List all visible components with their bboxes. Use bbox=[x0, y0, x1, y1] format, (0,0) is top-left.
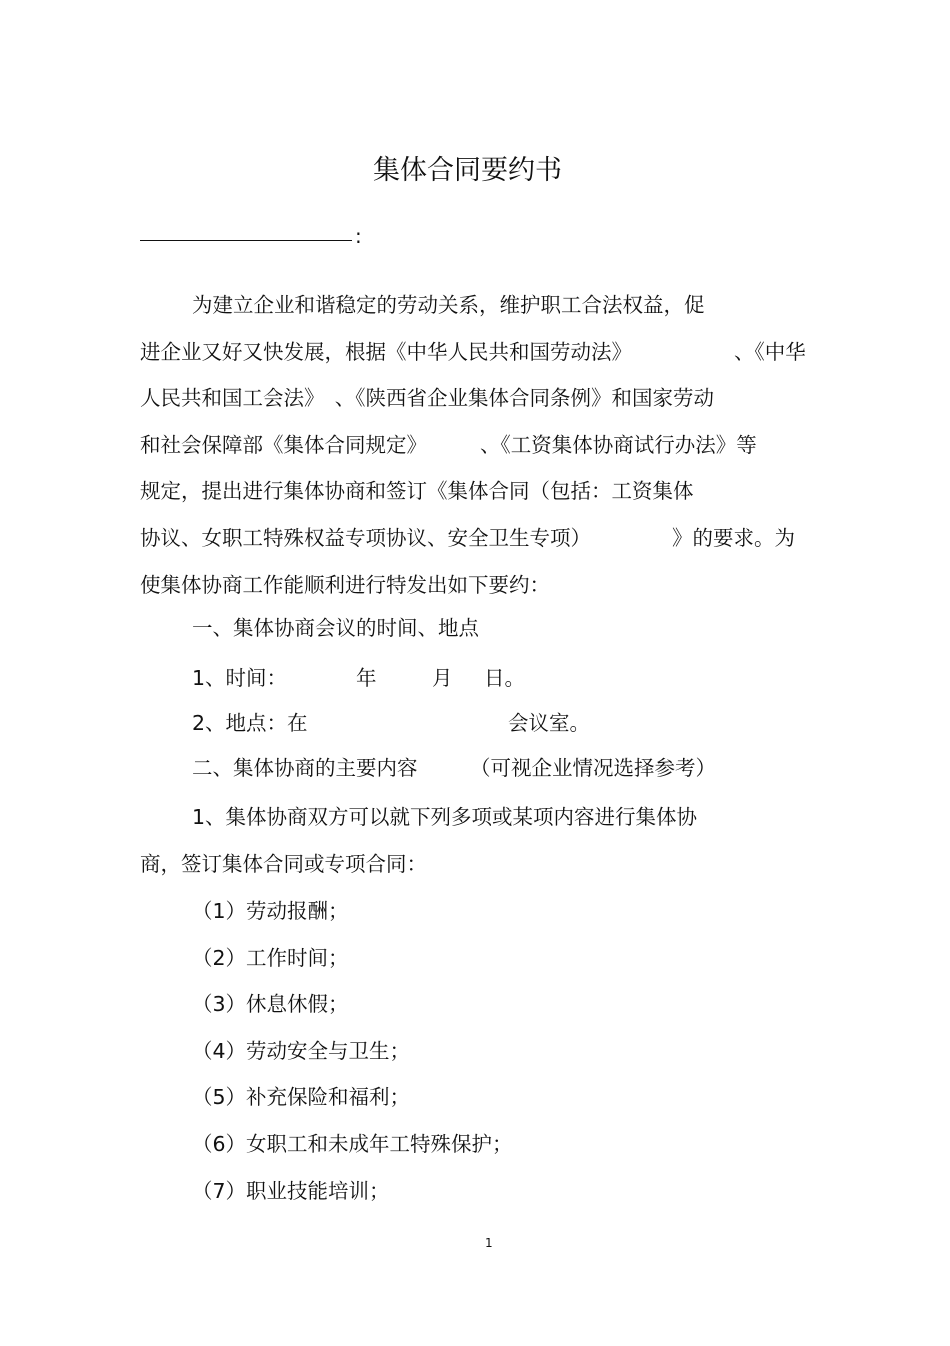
month-label: 月 bbox=[432, 666, 453, 690]
section2-heading-note: （可视企业情况选择参考） bbox=[470, 756, 716, 780]
list-item: （1）劳动报酬； bbox=[192, 899, 349, 923]
paragraph-line: 人民共和国工会法》 、《陕西省企业集体合同条例》和国家劳动 bbox=[140, 386, 714, 410]
list-item: （4）劳动安全与卫生； bbox=[192, 1039, 411, 1063]
item1-line: 1、集体协商双方可以就下列多项或某项内容进行集体协 bbox=[192, 805, 698, 829]
place-suffix: 会议室。 bbox=[508, 711, 590, 735]
place-label: 2、地点：在 bbox=[192, 711, 308, 735]
paragraph-line: 》的要求。为 bbox=[672, 526, 795, 550]
section2-heading: 二、集体协商的主要内容 bbox=[192, 756, 418, 780]
paragraph-line: 为建立企业和谐稳定的劳动关系，维护职工合法权益，促 bbox=[192, 293, 705, 317]
list-item: （2）工作时间； bbox=[192, 946, 349, 970]
addressee-blank-line bbox=[140, 240, 352, 241]
paragraph-line: 规定，提出进行集体协商和签订《集体合同（包括：工资集体 bbox=[140, 479, 694, 503]
year-label: 年 bbox=[356, 666, 377, 690]
list-item: （5）补充保险和福利； bbox=[192, 1085, 411, 1109]
document-title: 集体合同要约书 bbox=[373, 155, 562, 186]
addressee-colon: : bbox=[355, 224, 362, 248]
paragraph-line: 和社会保障部《集体合同规定》 bbox=[140, 433, 427, 457]
paragraph-line: 、《中华 bbox=[734, 340, 806, 364]
page-number: 1 bbox=[485, 1236, 493, 1250]
paragraph-line: 进企业又好又快发展，根据《中华人民共和国劳动法》 bbox=[140, 340, 632, 364]
paragraph-line: 、《工资集体协商试行办法》等 bbox=[480, 433, 757, 457]
time-label: 1、时间： bbox=[192, 666, 288, 690]
list-item: （7）职业技能培训； bbox=[192, 1179, 390, 1203]
paragraph-line: 使集体协商工作能顺利进行特发出如下要约： bbox=[140, 573, 550, 597]
paragraph-line: 协议、女职工特殊权益专项协议、安全卫生专项） bbox=[140, 526, 591, 550]
item1-line: 商，签订集体合同或专项合同： bbox=[140, 852, 427, 876]
section1-heading: 一、集体协商会议的时间、地点 bbox=[192, 616, 479, 640]
list-item: （6）女职工和未成年工特殊保护； bbox=[192, 1132, 513, 1156]
list-item: （3）休息休假； bbox=[192, 992, 349, 1016]
day-label: 日。 bbox=[484, 666, 525, 690]
